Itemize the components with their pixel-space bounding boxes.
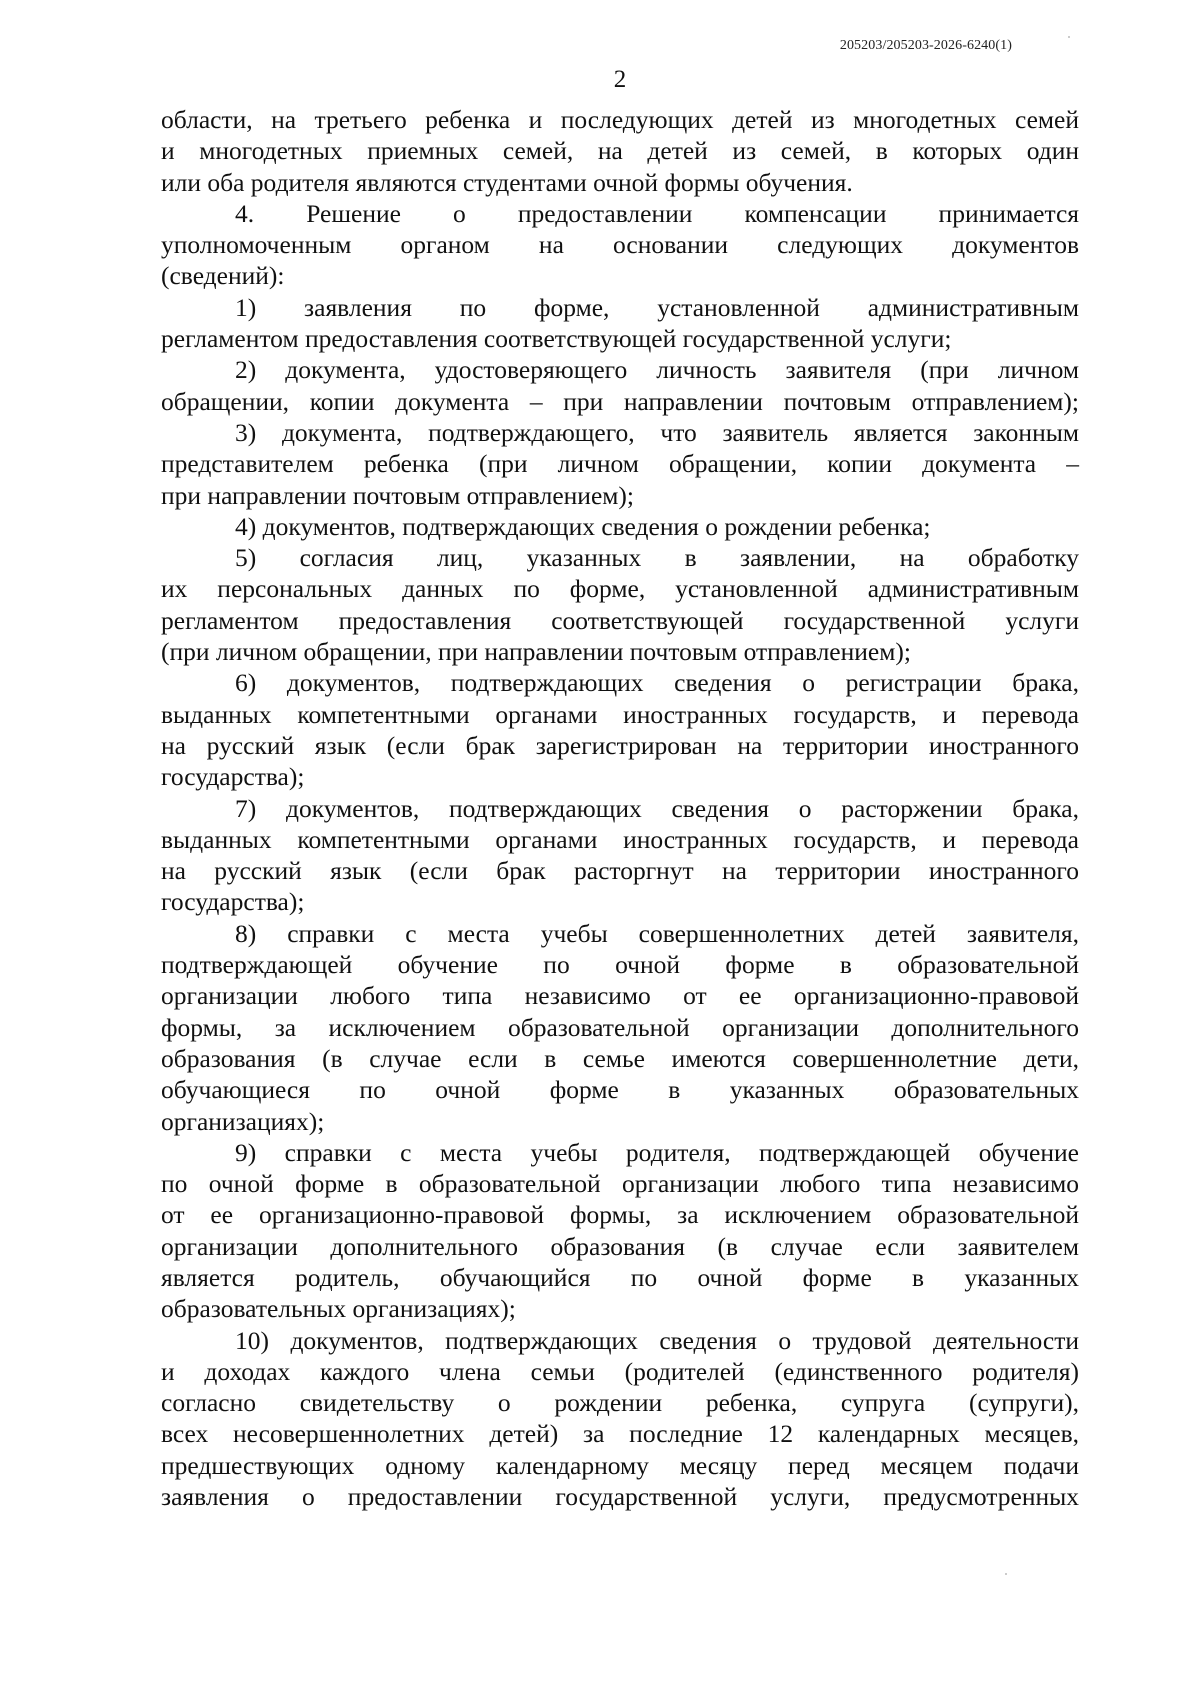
text-line: уполномоченным органом на основании следующих документов — [161, 230, 1079, 260]
text-line: (сведений): — [161, 261, 285, 291]
scan-speck — [1068, 36, 1070, 38]
text-line: образовательных организациях); — [161, 1294, 516, 1324]
scan-speck — [1005, 1573, 1007, 1575]
text-line: государства); — [161, 762, 305, 792]
text-line: 2) документа, удостоверяющего личность заявителя (при личном — [235, 355, 1079, 385]
text-line: их персональных данных по форме, установленной административным — [161, 574, 1079, 604]
text-line: регламентом предоставления соответствующей государственной услуги — [161, 605, 1079, 635]
text-line: государства); — [161, 887, 305, 917]
text-line: организации дополнительного образования (в случае если заявителем — [161, 1231, 1079, 1261]
text-line: и многодетных приемных семей, на детей из семей, в которых один — [161, 136, 1079, 166]
text-line: 1) заявления по форме, установленной административным — [235, 292, 1079, 322]
text-line: области, на третьего ребенка и последующих детей из многодетных семей — [161, 105, 1079, 134]
text-line: формы, за исключением образовательной организации дополнительного — [161, 1012, 1079, 1042]
text-line: 3) документа, подтверждающего, что заявитель является законным — [235, 417, 1079, 447]
text-line: организации любого типа независимо от ее организационно-правовой — [161, 981, 1079, 1011]
text-line: 10) документов, подтверждающих сведения о трудовой деятельности — [235, 1325, 1079, 1355]
text-line: на русский язык (если брак расторгнут на территории иностранного — [161, 856, 1079, 886]
text-line: по очной форме в образовательной организации любого типа независимо — [161, 1169, 1079, 1199]
text-line: выданных компетентными органами иностранных государств, и перевода — [161, 699, 1079, 729]
text-line: согласно свидетельству о рождении ребенка, супруга (супруги), — [161, 1388, 1079, 1418]
text-line: всех несовершеннолетних детей) за последние 12 календарных месяцев, — [161, 1419, 1079, 1449]
text-line: представителем ребенка (при личном обращении, копии документа – — [161, 449, 1079, 479]
text-line: 6) документов, подтверждающих сведения о регистрации брака, — [235, 668, 1079, 698]
text-line: 7) документов, подтверждающих сведения о расторжении брака, — [235, 793, 1079, 823]
page-number: 2 — [613, 66, 627, 93]
text-line: 4) документов, подтверждающих сведения о рождении ребенка; — [235, 511, 931, 541]
text-line: 8) справки с места учебы совершеннолетних детей заявителя, — [235, 918, 1079, 948]
text-line: при направлении почтовым отправлением); — [161, 480, 634, 510]
document-body — [161, 104, 1079, 1512]
document-registration-number: 205203/205203-2026-6240(1) — [839, 38, 1012, 53]
text-line: от ее организационно-правовой формы, за исключением образовательной — [161, 1200, 1079, 1230]
text-line: и доходах каждого члена семьи (родителей (единственного родителя) — [161, 1356, 1079, 1386]
text-line: обучающиеся по очной форме в указанных образовательных — [161, 1075, 1079, 1105]
text-line: образования (в случае если в семье имеются совершеннолетние дети, — [161, 1043, 1079, 1073]
text-line: является родитель, обучающийся по очной форме в указанных — [161, 1262, 1079, 1292]
text-line: организациях); — [161, 1106, 325, 1136]
text-line: или оба родителя являются студентами очной формы обучения. — [161, 167, 853, 197]
text-line: на русский язык (если брак зарегистрирован на территории иностранного — [161, 730, 1079, 760]
text-line: (при личном обращении, при направлении почтовым отправлением); — [161, 637, 911, 667]
text-line: заявления о предоставлении государственной услуги, предусмотренных — [161, 1482, 1079, 1512]
text-line: подтверждающей обучение по очной форме в образовательной — [161, 950, 1079, 980]
text-line: обращении, копии документа – при направлении почтовым отправлением); — [161, 386, 1079, 416]
text-line: регламентом предоставления соответствующей государственной услуги; — [161, 324, 952, 354]
text-line: 9) справки с места учебы родителя, подтверждающей обучение — [235, 1137, 1079, 1167]
text-line: выданных компетентными органами иностранных государств, и перевода — [161, 824, 1079, 854]
text-line: 4. Решение о предоставлении компенсации принимается — [235, 198, 1079, 228]
text-line: 5) согласия лиц, указанных в заявлении, на обработку — [235, 543, 1079, 573]
text-line: предшествующих одному календарному месяцу перед месяцем подачи — [161, 1450, 1079, 1480]
